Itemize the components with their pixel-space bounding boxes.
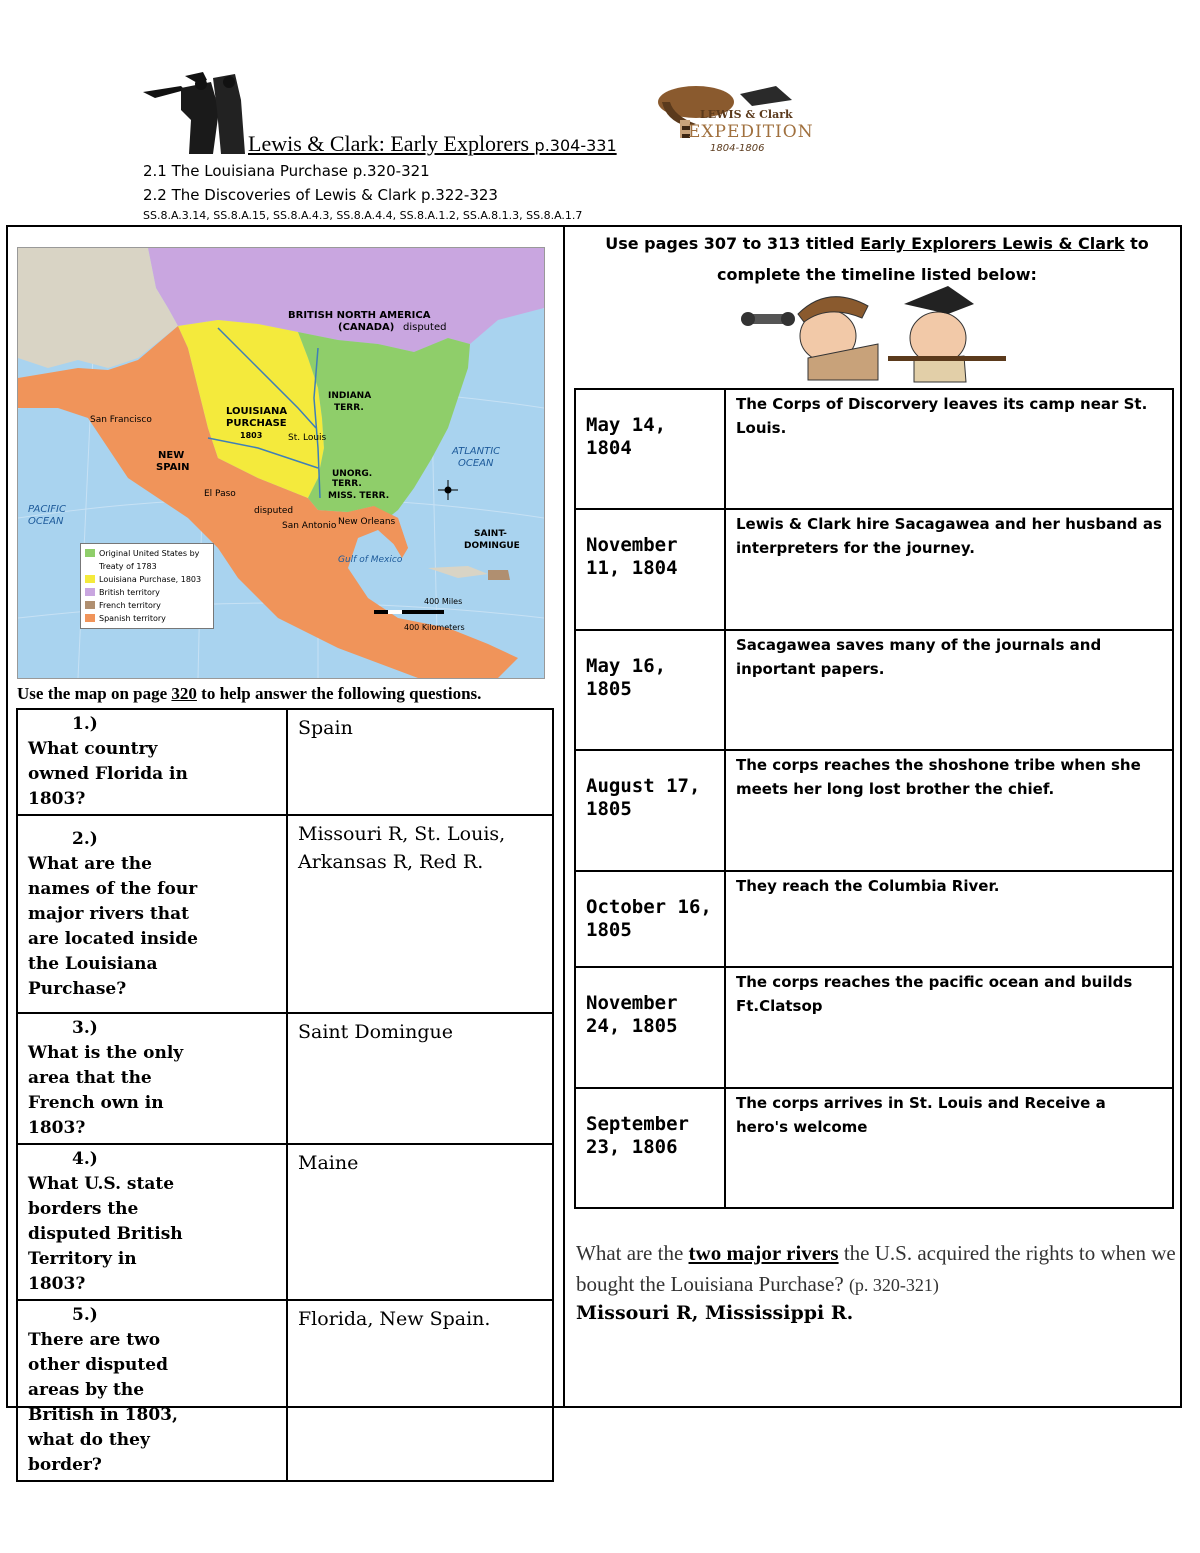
column-divider	[563, 225, 565, 1408]
map-legend	[80, 543, 214, 629]
map-label-sanantonio: San Antonio	[282, 521, 337, 531]
map-instructions-after: to help answer the following questions.	[196, 684, 482, 703]
section-line-2: 2.2 The Discoveries of Lewis & Clark p.322-323	[143, 186, 498, 204]
legend-swatch	[85, 588, 95, 596]
timeline-row	[575, 750, 1173, 871]
map-label-unorg1: UNORG.	[332, 469, 373, 479]
timeline-row	[575, 509, 1173, 630]
map-label-indiana: INDIANA	[328, 391, 372, 401]
logo-years: 1804-1806	[710, 143, 765, 154]
timeline-row	[575, 389, 1173, 509]
question-number: 5.)	[72, 1305, 98, 1325]
explorer-cartoon-image	[738, 284, 1006, 384]
bonus-question-emphasis: two major rivers	[688, 1241, 839, 1265]
document-title-pages: p.304-331	[534, 136, 617, 155]
question-row	[17, 815, 553, 1013]
legend-label: French territory	[99, 601, 161, 610]
legend-item	[85, 573, 209, 586]
question-number: 3.)	[72, 1018, 98, 1038]
question-text: What is the only area that the French own in 1803?	[28, 1043, 184, 1138]
legend-item	[85, 547, 209, 573]
map-label-miss: MISS. TERR.	[328, 491, 390, 501]
question-row	[17, 1144, 553, 1300]
explorers-silhouette-image	[141, 70, 249, 154]
timeline-date: November 24, 1805	[575, 967, 725, 1088]
legend-label: British territory	[99, 588, 160, 597]
timeline-row	[575, 630, 1173, 750]
answer-cell[interactable]: Spain	[287, 709, 553, 815]
answer-cell[interactable]: Maine	[287, 1144, 553, 1300]
question-number: 2.)	[72, 828, 98, 849]
timeline-instructions	[582, 228, 1172, 290]
louisiana-purchase-map	[17, 247, 545, 679]
question-cell	[17, 1013, 287, 1144]
map-label-stdom1: SAINT-	[474, 529, 507, 539]
question-row	[17, 1013, 553, 1144]
map-label-stlouis: St. Louis	[288, 433, 327, 443]
map-label-canada: (CANADA)	[338, 322, 395, 333]
timeline-date: September 23, 1806	[575, 1088, 725, 1208]
map-label-gulf: Gulf of Mexico	[338, 555, 403, 565]
timeline-event[interactable]: The corps reaches the pacific ocean and builds Ft.Clatsop	[725, 967, 1173, 1088]
section-line-1: 2.1 The Louisiana Purchase p.320-321	[143, 162, 430, 180]
timeline-instructions-title: Early Explorers Lewis & Clark	[860, 234, 1125, 253]
legend-item	[85, 586, 209, 599]
map-label-stdom2: DOMINGUE	[464, 541, 520, 551]
map-instructions-page: 320	[171, 684, 197, 703]
timeline-event[interactable]: Sacagawea saves many of the journals and inportant papers.	[725, 630, 1173, 750]
map-label-pocean: OCEAN	[28, 516, 64, 527]
question-cell	[17, 815, 287, 1013]
legend-swatch	[85, 601, 95, 609]
map-instructions	[17, 684, 481, 704]
document-title-text: Lewis & Clark: Early Explorers	[248, 131, 530, 156]
question-text: There are two other disputed areas by the British in 1803, what do they border?	[28, 1330, 178, 1475]
timeline-date: May 14, 1804	[575, 389, 725, 509]
timeline-date: October 16, 1805	[575, 871, 725, 967]
timeline-date: August 17, 1805	[575, 750, 725, 871]
bonus-question-before: What are the	[576, 1241, 689, 1265]
map-label-year: 1803	[240, 431, 263, 440]
timeline-row	[575, 871, 1173, 967]
question-text: What are the names of the four major rivers that are located inside the Louisiana Purchase?	[28, 853, 198, 999]
map-label-spain: SPAIN	[156, 462, 190, 473]
legend-swatch	[85, 575, 95, 583]
question-row	[17, 709, 553, 815]
question-cell	[17, 1300, 287, 1481]
timeline-event[interactable]: The Corps of Discorvery leaves its camp near St. Louis.	[725, 389, 1173, 509]
map-label-purchase: PURCHASE	[226, 418, 287, 429]
timeline-row	[575, 967, 1173, 1088]
map-label-elpaso: El Paso	[204, 489, 236, 499]
timeline-table	[574, 388, 1174, 1209]
legend-item	[85, 612, 209, 625]
answer-cell[interactable]: Saint Domingue	[287, 1013, 553, 1144]
timeline-instructions-after: to complete the timeline listed below:	[717, 234, 1149, 284]
question-cell	[17, 709, 287, 815]
bonus-answer: Missouri R, Mississippi R.	[576, 1302, 854, 1324]
map-label-disputed-bottom: disputed	[254, 506, 294, 516]
scale-km-label: 400 Kilometers	[404, 623, 465, 632]
map-label-pacific: PACIFIC	[28, 504, 66, 515]
question-cell	[17, 1144, 287, 1300]
map-label-bna: BRITISH NORTH AMERICA	[288, 310, 431, 321]
map-instructions-before: Use the map on page	[17, 684, 172, 703]
timeline-event[interactable]: They reach the Columbia River.	[725, 871, 1173, 967]
bonus-question-after: the U.S. acquired the rights to when we bought the Louisiana Purchase?	[576, 1241, 1176, 1296]
map-label-ocean: OCEAN	[458, 458, 494, 469]
logo-expedition: EXPEDITION	[688, 122, 814, 142]
timeline-row	[575, 1088, 1173, 1208]
legend-item	[85, 599, 209, 612]
question-text: What U.S. state borders the disputed British Territory in 1803?	[28, 1174, 183, 1294]
bonus-question	[576, 1238, 1176, 1301]
legend-label: Original United States by Treaty of 1783	[99, 549, 200, 571]
map-questions-table	[16, 708, 554, 1482]
map-label-neworleans: New Orleans	[338, 517, 396, 527]
timeline-event[interactable]: Lewis & Clark hire Sacagawea and her husband as interpreters for the journey.	[725, 509, 1173, 630]
map-label-atlantic: ATLANTIC	[452, 446, 501, 457]
map-label-unorg2: TERR.	[332, 479, 362, 489]
legend-swatch	[85, 549, 95, 557]
legend-label: Spanish territory	[99, 614, 166, 623]
expedition-logo	[656, 80, 814, 158]
map-label-disputed-top: disputed	[403, 322, 447, 333]
answer-cell[interactable]: Missouri R, St. Louis, Arkansas R, Red R.	[287, 815, 553, 1013]
map-label-sf: San Francisco	[90, 415, 152, 425]
map-label-terr: TERR.	[334, 403, 364, 413]
timeline-event[interactable]: The corps arrives in St. Louis and Receive a hero's welcome	[725, 1088, 1173, 1208]
legend-swatch	[85, 614, 95, 622]
question-number: 4.)	[72, 1149, 98, 1169]
scale-miles-label: 400 Miles	[424, 597, 463, 606]
question-text: What country owned Florida in 1803?	[28, 739, 188, 809]
legend-label: Louisiana Purchase, 1803	[99, 575, 202, 584]
timeline-instructions-before: Use pages 307 to 313 titled	[605, 234, 861, 253]
map-label-new: NEW	[158, 450, 185, 461]
logo-title: LEWIS & Clark	[700, 108, 793, 121]
document-title	[248, 131, 617, 157]
question-row	[17, 1300, 553, 1481]
standards-line: SS.8.A.3.14, SS.8.A.15, SS.8.A.4.3, SS.8.A.4.4, SS.8.A.1.2, SS.A.8.1.3, SS.8.A.1.7	[143, 209, 583, 222]
map-label-louisiana: LOUISIANA	[226, 406, 288, 417]
timeline-date: November 11, 1804	[575, 509, 725, 630]
answer-cell[interactable]: Florida, New Spain.	[287, 1300, 553, 1481]
bonus-question-pages: (p. 320-321)	[848, 1275, 939, 1295]
timeline-date: May 16, 1805	[575, 630, 725, 750]
question-number: 1.)	[72, 714, 98, 734]
timeline-event[interactable]: The corps reaches the shoshone tribe when she meets her long lost brother the chief.	[725, 750, 1173, 871]
